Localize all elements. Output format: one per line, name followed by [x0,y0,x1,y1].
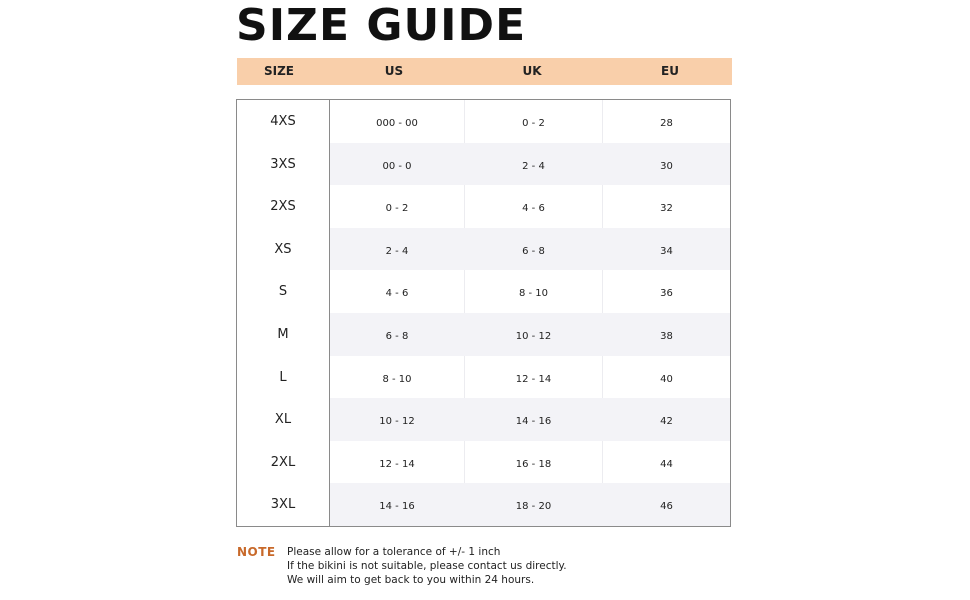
page-title: SIZE GUIDE [236,0,527,51]
header-us: US [384,64,404,78]
table-row [330,228,730,271]
size-label [237,100,329,143]
cell-uk: 8 - 10 [464,270,602,313]
table-row [330,356,730,399]
note-line: If the bikini is not suitable, please contact us directly. [287,560,567,572]
size-label [237,483,329,526]
size-column [237,100,330,526]
header-eu: EU [661,64,679,78]
size-label-text: 3XS [270,156,296,172]
cell-us: 8 - 10 [382,373,412,385]
size-label-text: XL [274,412,292,428]
table-row [330,441,730,484]
size-label [237,313,329,356]
cell-us: 14 - 16 [379,501,415,513]
cell-eu: 44 [602,441,730,484]
size-label [237,185,329,228]
size-label-text: L [279,369,287,385]
table-row [330,270,730,313]
cell-eu: 40 [602,356,730,399]
cell-uk: 0 - 2 [464,100,602,143]
table-row [330,313,730,356]
cell-us: 12 - 14 [379,458,415,470]
cell-us: 0 - 2 [385,203,409,215]
note-label: NOTE [237,545,276,559]
note-line: Please allow for a tolerance of +/- 1 inch [287,546,501,558]
table-row [330,143,730,186]
cell-us: 2 - 4 [385,245,409,257]
size-label-text: 4XS [270,114,296,129]
cell-eu: 32 [602,185,730,228]
cell-us: 4 - 6 [385,288,409,300]
cell-us: 6 - 8 [385,331,409,342]
cell-uk: 14 - 16 [464,398,602,441]
cell-us: 00 - 0 [382,160,412,172]
table-row [330,100,730,143]
cell-eu: 28 [602,100,730,143]
size-label [237,441,329,484]
size-label [237,143,329,186]
table-header [237,58,732,85]
note-text [287,545,567,587]
size-label-text: M [277,327,289,342]
table-row [330,483,730,526]
cell-eu: 38 [602,313,730,356]
note-line: We will aim to get back to you within 24 hours. [287,574,535,586]
size-table [236,99,731,527]
size-label [237,270,329,313]
size-label [237,356,329,399]
size-label-text: 2XS [270,199,296,215]
table-row [330,185,730,228]
cell-eu: 34 [602,228,730,271]
size-label-text: 2XL [270,454,296,470]
cell-us: 10 - 12 [379,416,415,428]
cell-uk: 12 - 14 [464,356,602,399]
size-label-text: S [278,284,288,300]
cell-us: 000 - 00 [376,118,418,129]
size-label [237,228,329,271]
cell-eu: 46 [602,483,730,526]
header-size: SIZE [263,64,295,78]
cell-uk: 4 - 6 [464,185,602,228]
size-label [237,398,329,441]
cell-eu: 36 [602,270,730,313]
header-uk: UK [522,64,542,78]
cell-uk: 16 - 18 [464,441,602,484]
cell-eu: 30 [602,143,730,186]
size-label-text: XS [274,241,292,257]
size-label-text: 3XL [270,497,296,513]
cell-uk: 2 - 4 [464,143,602,186]
cell-eu: 42 [602,398,730,441]
table-row [330,398,730,441]
cell-uk: 10 - 12 [464,313,602,356]
cell-uk: 6 - 8 [464,228,602,271]
cell-uk: 18 - 20 [464,483,602,526]
